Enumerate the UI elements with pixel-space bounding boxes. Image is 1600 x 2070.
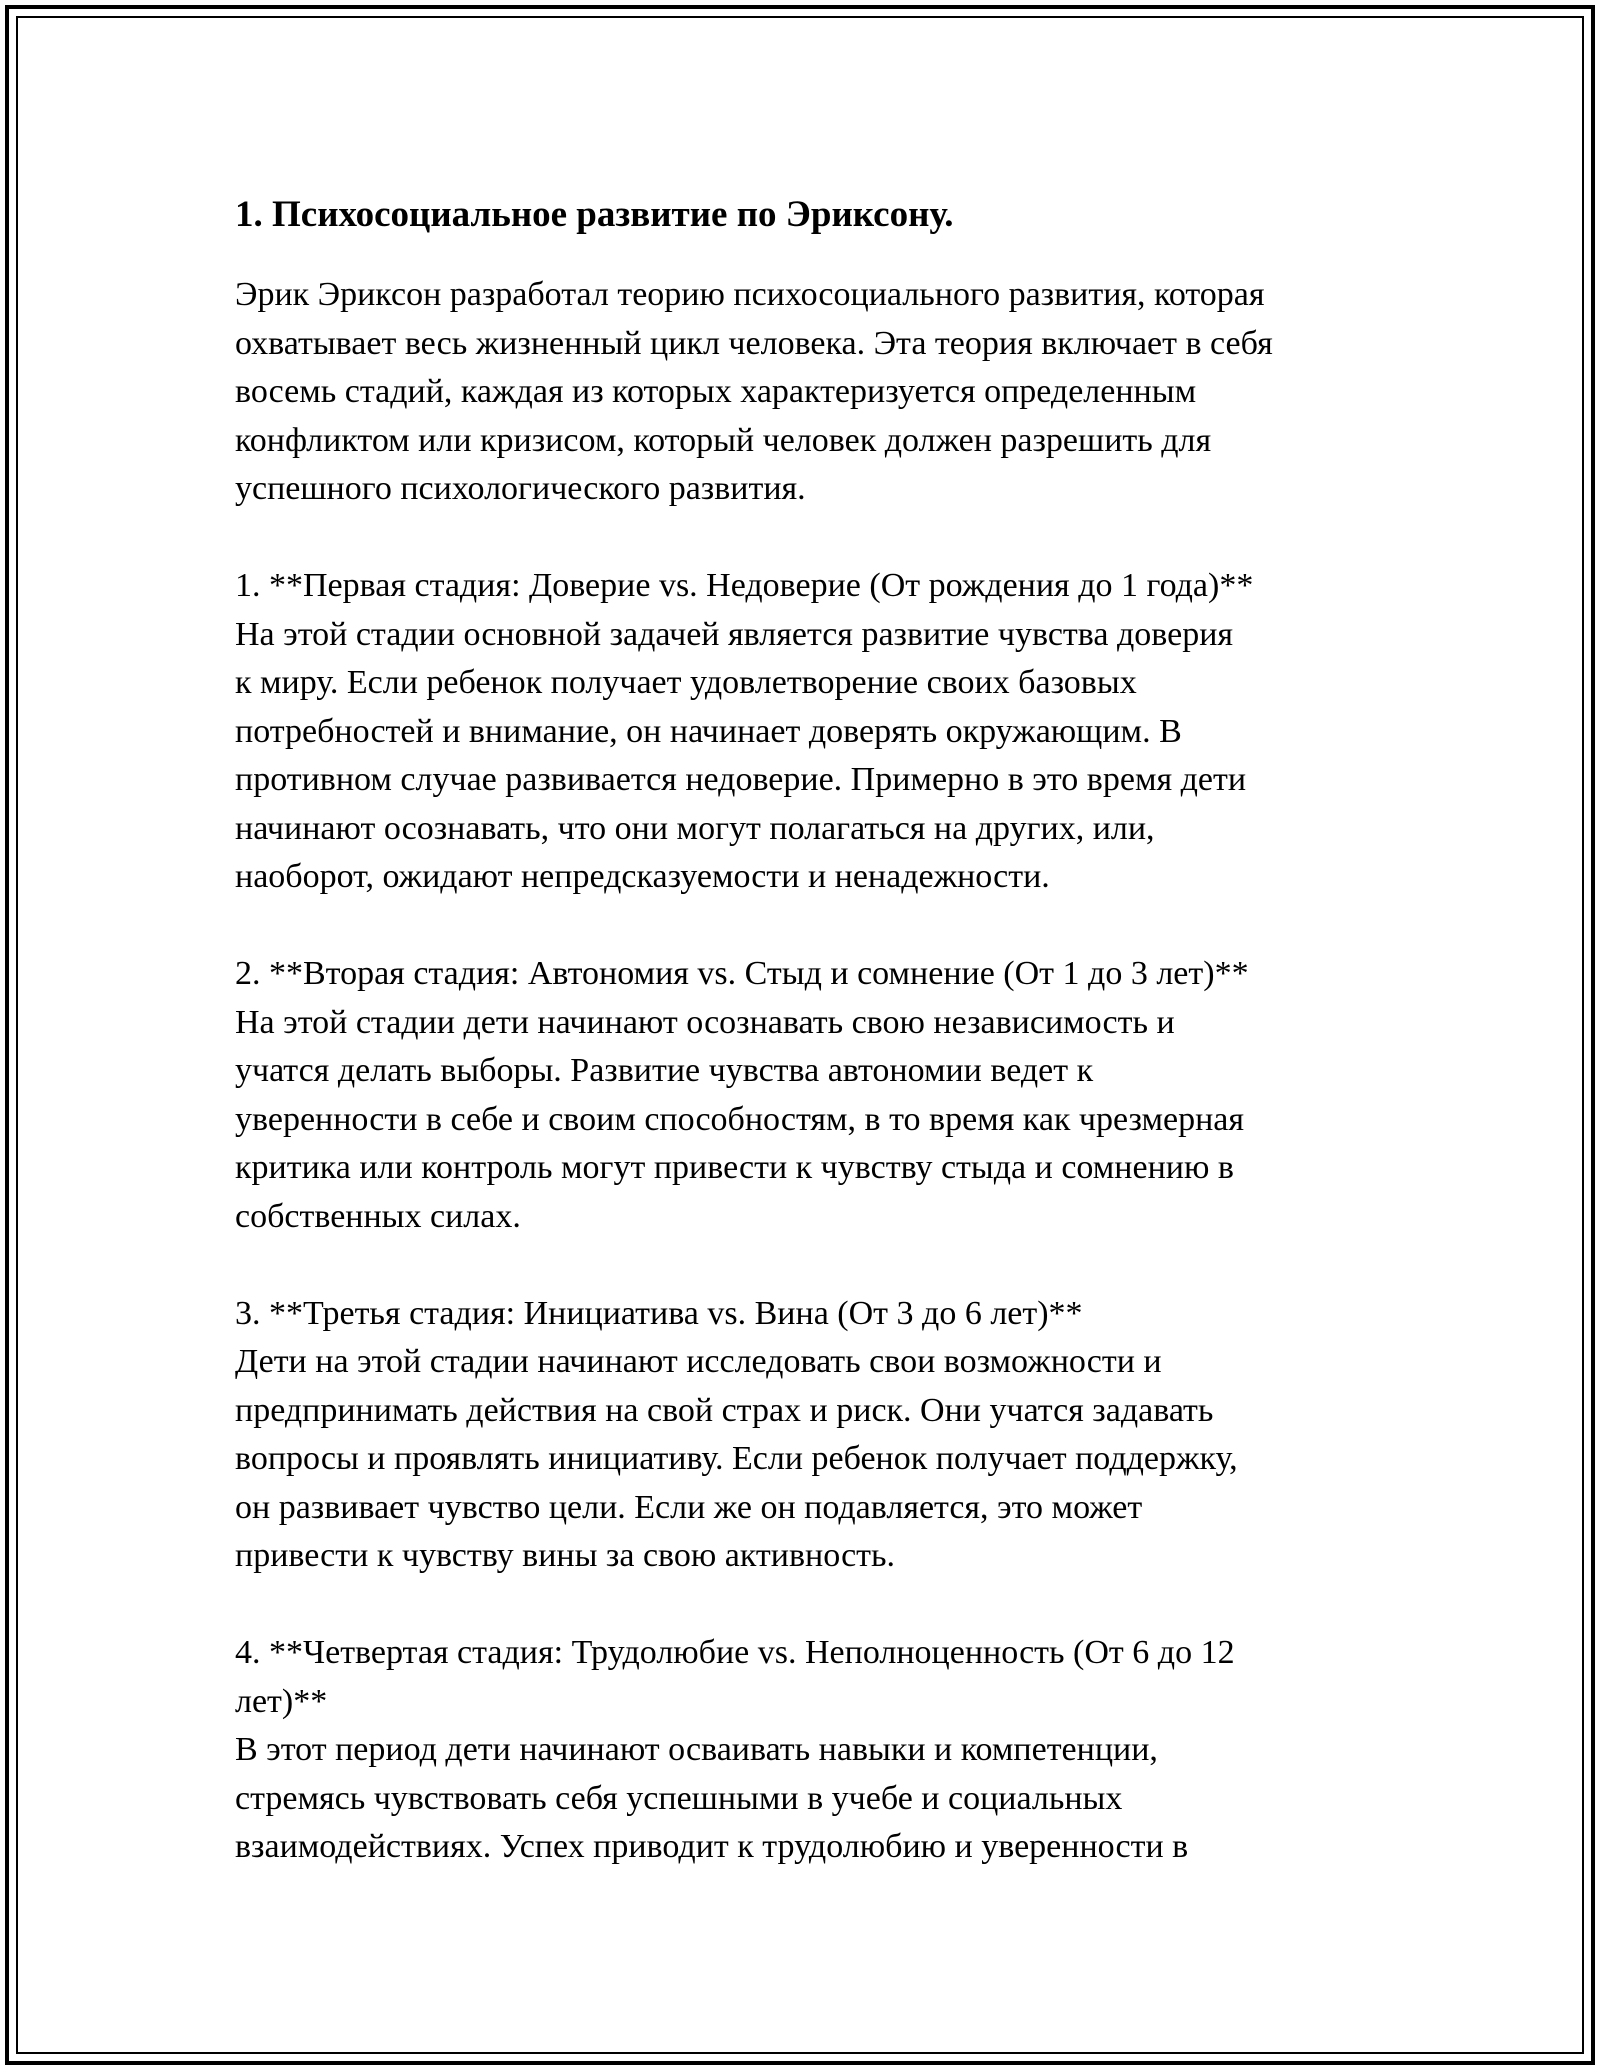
stage-body: Дети на этой стадии начинают исследовать свои возможности и предпринимать действия на свой страх и риск. Они учатся задавать вопросы и проявлять инициативу. Если ребенок получает поддержку, он развивает чувство цели. Если же он подавляется, это может привести к чувству вины за свою активность. xyxy=(235,1343,1238,1574)
intro-paragraph: Эрик Эриксон разработал теорию психосоциального развития, которая охватывает весь жизненный цикл человека. Эта теория включает в себя восемь стадий, каждая из которых характеризуется определенным конфликтом или кризисом, который человек должен разрешить для успешного психологического развития. xyxy=(235,276,1273,507)
stage-body: На этой стадии дети начинают осознавать свою независимость и учатся делать выборы. Развитие чувства автономии ведет к уверенности в себе и своим способностям, в то время как чрезмерная критика или контроль могут привести к чувству стыда и сомнению в собственных силах. xyxy=(235,1003,1245,1235)
document-body xyxy=(235,185,1385,1872)
stage-title: 4. **Четвертая стадия: Трудолюбие vs. Неполноценность (От 6 до 12 лет)** xyxy=(235,1634,1235,1720)
paragraph-gap xyxy=(235,514,1385,563)
section-heading: 1. Психосоциальное развитие по Эриксону. xyxy=(235,194,954,235)
paragraph-gap xyxy=(235,902,1385,951)
stage-block xyxy=(235,950,1385,1241)
stage-title: 1. **Первая стадия: Доверие vs. Недоверие (От рождения до 1 года)** xyxy=(235,567,1254,604)
paragraph-gap xyxy=(235,1241,1385,1290)
stage-block xyxy=(235,562,1385,902)
stage-body: В этот период дети начинают осваивать навыки и компетенции, стремясь чувствовать себя успешными в учебе и социальных взаимодействиях. Успех приводит к трудолюбию и уверенности в xyxy=(235,1731,1189,1865)
stage-title: 3. **Третья стадия: Инициатива vs. Вина (От 3 до 6 лет)** xyxy=(235,1294,1083,1332)
stage-title: 2. **Вторая стадия: Автономия vs. Стыд и сомнение (От 1 до 3 лет)** xyxy=(235,955,1249,992)
stage-block xyxy=(235,1290,1385,1581)
stage-body: На этой стадии основной задачей является развитие чувства доверия к миру. Если ребенок получает удовлетворение своих базовых потребностей и внимание, он начинает доверять окружающим. В противном случае развивается недоверие. Примерно в это время дети начинают осознавать, что они могут полагаться на других, или, наоборот, ожидают непредсказуемости и ненадежности. xyxy=(235,615,1247,895)
stage-block xyxy=(235,1629,1385,1872)
paragraph-gap xyxy=(235,1581,1385,1630)
